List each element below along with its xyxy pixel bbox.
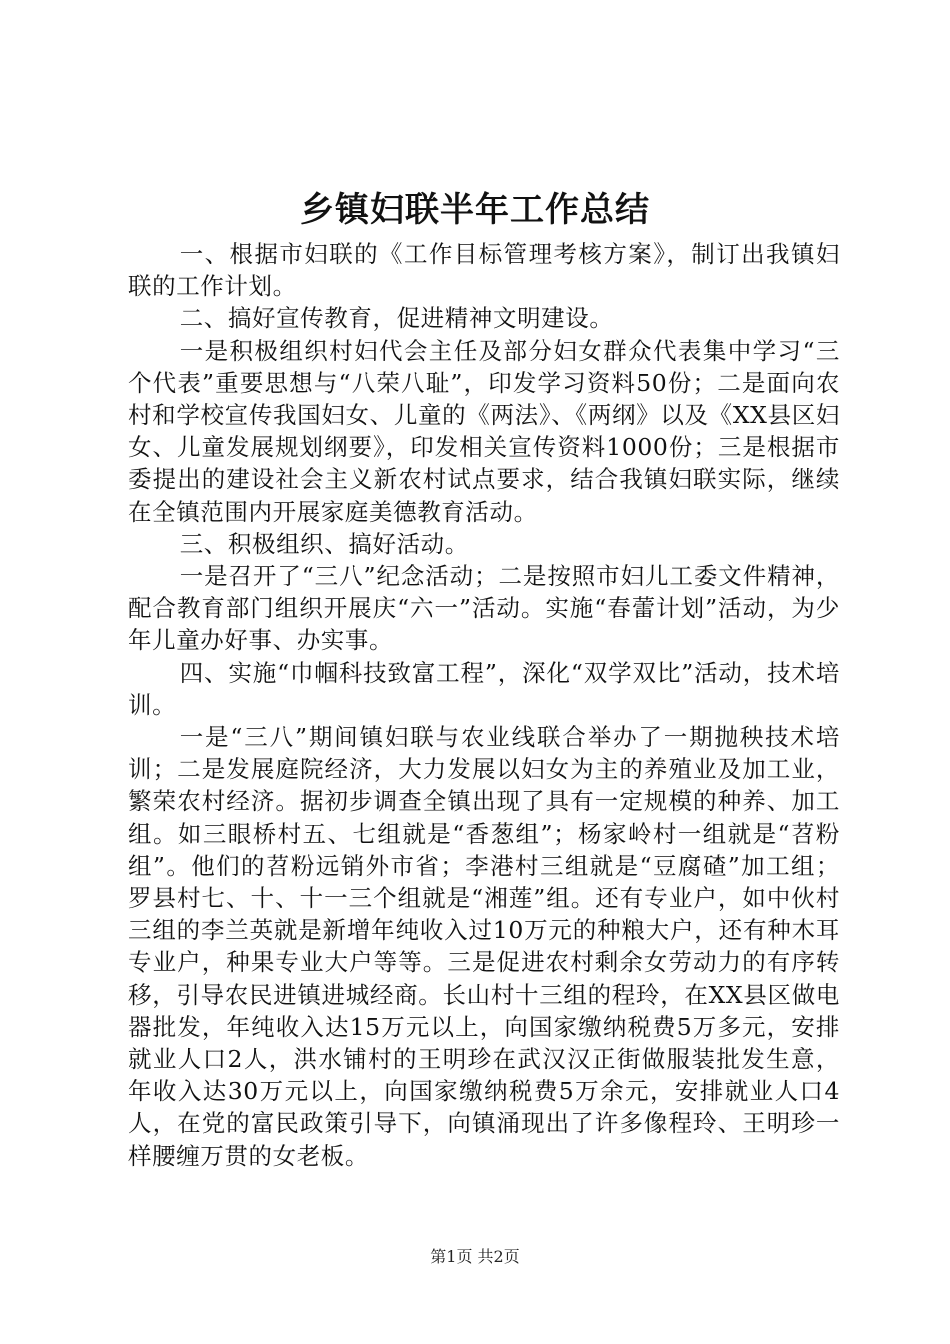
paragraph-section-4-body: 一是“三八”期间镇妇联与农业线联合举办了一期抛秧技术培训；二是发展庭院经济，大力发展以妇女为主的养殖业及加工业，繁荣农村经济。据初步调查全镇出现了具有一定规模的种养、加工组。如三眼桥村五、七组就是“香葱组”；杨家岭村一组就是“苕粉组”。他们的苕粉远销外市省；李港村三组就是“豆腐碴”加工组；罗县村七、十、十一三个组就是“湘莲”组。还有专业户，如中伙村三组的李兰英就是新增年纯收入过10万元的种粮大户，还有种木耳专业户，种果专业大户等等。三是促进农村剩余女劳动力的有序转移，引导农民进镇进城经商。长山村十三组的程玲，在XX县区做电器批发，年纯收入达15万元以上，向国家缴纳税费5万多元，安排就业人口2人，洪水铺村的王明珍在武汉汉正街做服装批发生意，年收入达30万元以上，向国家缴纳税费5万余元，安排就业人口4人，在党的富民政策引导下，向镇涌现出了许多像程玲、王明珍一样腰缠万贯的女老板。 [128, 723, 840, 1170]
paragraph-section-3-heading: 三、积极组织、搞好活动。 [179, 529, 469, 558]
page-number-footer: 第1页 共2页 [430, 1247, 520, 1266]
paragraph-section-3-body: 一是召开了“三八”纪念活动；二是按照市妇儿工委文件精神，配合教育部门组织开展庆“六一”活动。实施“春蕾计划”活动，为少年儿童办好事、办实事。 [128, 562, 840, 655]
paragraph-section-1: 一、根据市妇联的《工作目标管理考核方案》，制订出我镇妇联的工作计划。 [128, 240, 840, 301]
paragraph-section-2-body: 一是积极组织村妇代会主任及部分妇女群众代表集中学习“三个代表”重要思想与“八荣八耻”，印发学习资料50份；二是面向农村和学校宣传我国妇女、儿童的《两法》、《两纲》以及《XX县区妇女、儿童发展规划纲要》，印发相关宣传资料1000份；三是根据市委提出的建设社会主义新农村试点要求，结合我镇妇联实际，继续在全镇范围内开展家庭美德教育活动。 [128, 336, 840, 526]
document-title: 乡镇妇联半年工作总结 [300, 190, 650, 230]
paragraph-section-4-heading: 四、实施“巾帼科技致富工程”，深化“双学双比”活动，技术培训。 [128, 658, 840, 719]
paragraph-section-2-heading: 二、搞好宣传教育，促进精神文明建设。 [179, 304, 614, 333]
document-body [128, 238, 840, 1172]
